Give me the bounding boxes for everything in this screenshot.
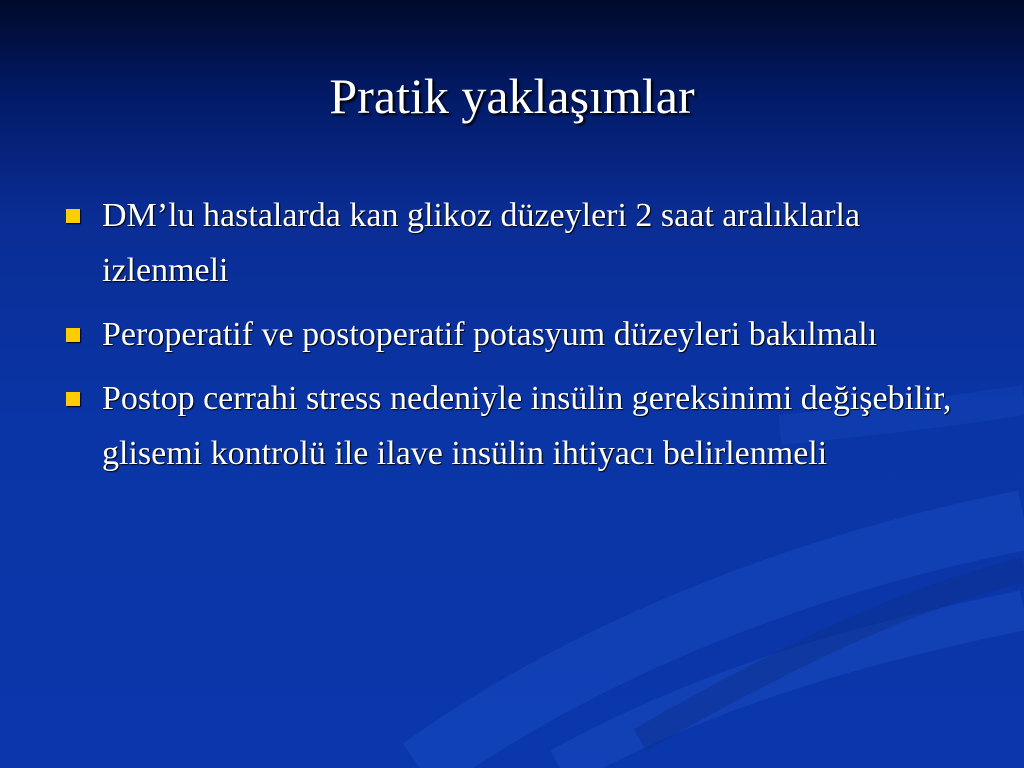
bullet-item	[62, 371, 982, 481]
bullet-item	[62, 307, 982, 362]
bullet-text: Peroperatif ve postoperatif potasyum düzeyleri bakılmalı	[102, 316, 878, 353]
square-bullet-icon	[66, 328, 80, 342]
bullet-text: DM’lu hastalarda kan glikoz düzeyleri 2 saat aralıklarla izlenmeli	[102, 197, 861, 289]
square-bullet-icon	[66, 209, 80, 223]
bullet-list	[62, 188, 982, 490]
slide-title: Pratik yaklaşımlar	[329, 68, 695, 124]
bullet-text: Postop cerrahi stress nedeniyle insülin gereksinimi değişebilir, glisemi kontrolü ile ilave insülin ihtiyacı belirlenmeli	[102, 380, 952, 472]
bullet-item	[62, 188, 982, 298]
square-bullet-icon	[66, 392, 80, 406]
